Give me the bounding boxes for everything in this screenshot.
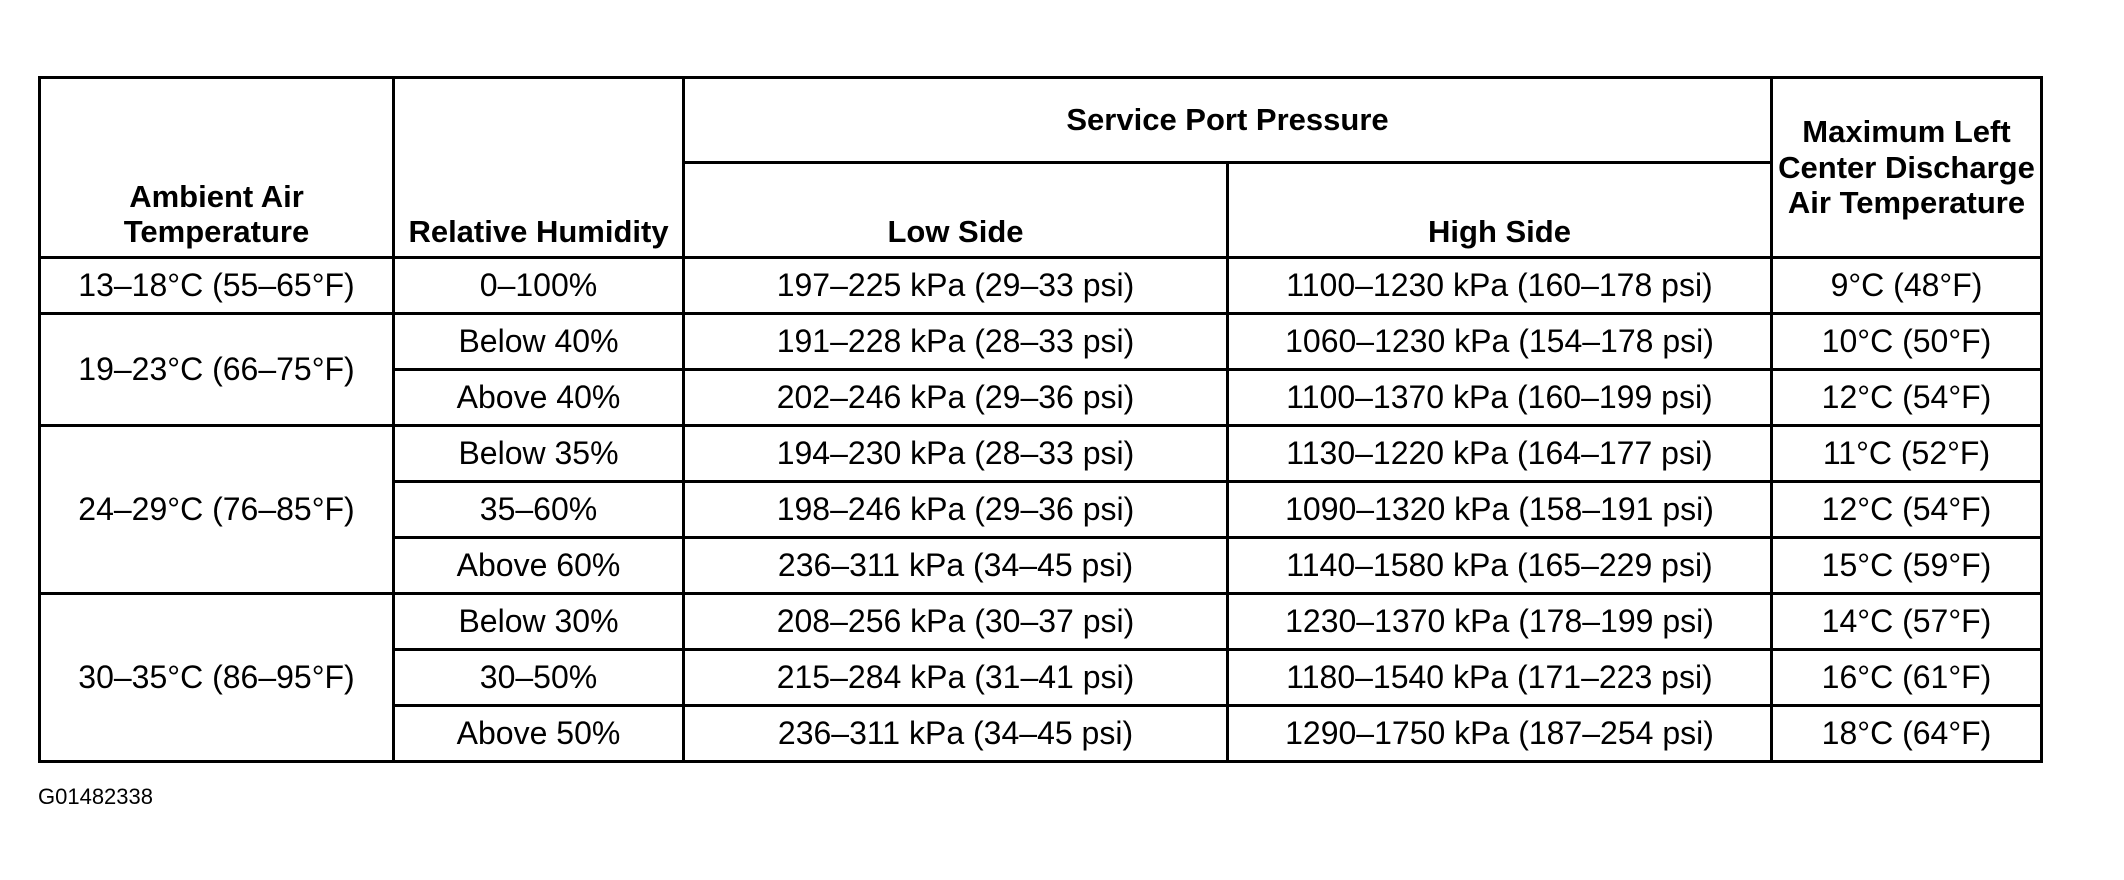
low-side-pressure-cell: 215–284 kPa (31–41 psi) xyxy=(684,650,1228,706)
ambient-temp-cell: 30–35°C (86–95°F) xyxy=(40,594,394,762)
low-side-pressure-cell: 191–228 kPa (28–33 psi) xyxy=(684,314,1228,370)
high-side-pressure-cell: 1290–1750 kPa (187–254 psi) xyxy=(1228,706,1772,762)
humidity-cell: 30–50% xyxy=(394,650,684,706)
table-body xyxy=(40,258,2042,762)
low-side-pressure-cell: 198–246 kPa (29–36 psi) xyxy=(684,482,1228,538)
max-discharge-temp-cell: 18°C (64°F) xyxy=(1772,706,2042,762)
low-side-pressure-cell: 208–256 kPa (30–37 psi) xyxy=(684,594,1228,650)
humidity-cell: Below 40% xyxy=(394,314,684,370)
high-side-pressure-cell: 1140–1580 kPa (165–229 psi) xyxy=(1228,538,1772,594)
max-discharge-temp-cell: 12°C (54°F) xyxy=(1772,482,2042,538)
table-row xyxy=(40,426,2042,482)
low-side-pressure-cell: 202–246 kPa (29–36 psi) xyxy=(684,370,1228,426)
header-service-port-pressure: Service Port Pressure xyxy=(684,78,1772,163)
ambient-temp-cell: 13–18°C (55–65°F) xyxy=(40,258,394,314)
humidity-cell: Above 50% xyxy=(394,706,684,762)
high-side-pressure-cell: 1230–1370 kPa (178–199 psi) xyxy=(1228,594,1772,650)
humidity-cell: 35–60% xyxy=(394,482,684,538)
max-discharge-temp-cell: 10°C (50°F) xyxy=(1772,314,2042,370)
low-side-pressure-cell: 236–311 kPa (34–45 psi) xyxy=(684,706,1228,762)
max-discharge-temp-cell: 15°C (59°F) xyxy=(1772,538,2042,594)
header-low-side: Low Side xyxy=(684,163,1228,258)
max-discharge-temp-cell: 14°C (57°F) xyxy=(1772,594,2042,650)
low-side-pressure-cell: 236–311 kPa (34–45 psi) xyxy=(684,538,1228,594)
humidity-cell: Below 30% xyxy=(394,594,684,650)
high-side-pressure-cell: 1060–1230 kPa (154–178 psi) xyxy=(1228,314,1772,370)
max-discharge-temp-cell: 9°C (48°F) xyxy=(1772,258,2042,314)
figure-id: G01482338 xyxy=(38,784,153,809)
high-side-pressure-cell: 1130–1220 kPa (164–177 psi) xyxy=(1228,426,1772,482)
high-side-pressure-cell: 1100–1230 kPa (160–178 psi) xyxy=(1228,258,1772,314)
header-row-top xyxy=(40,78,2042,163)
humidity-cell: Above 40% xyxy=(394,370,684,426)
low-side-pressure-cell: 197–225 kPa (29–33 psi) xyxy=(684,258,1228,314)
high-side-pressure-cell: 1090–1320 kPa (158–191 psi) xyxy=(1228,482,1772,538)
high-side-pressure-cell: 1100–1370 kPa (160–199 psi) xyxy=(1228,370,1772,426)
table-row xyxy=(40,594,2042,650)
ac-performance-table xyxy=(38,76,2043,763)
humidity-cell: Below 35% xyxy=(394,426,684,482)
table-row xyxy=(40,314,2042,370)
header-high-side: High Side xyxy=(1228,163,1772,258)
pressure-table-container xyxy=(38,76,2043,763)
ambient-temp-cell: 24–29°C (76–85°F) xyxy=(40,426,394,594)
high-side-pressure-cell: 1180–1540 kPa (171–223 psi) xyxy=(1228,650,1772,706)
table-row xyxy=(40,258,2042,314)
header-max-discharge-temp: Maximum Left Center Discharge Air Temperature xyxy=(1772,78,2042,258)
ambient-temp-cell: 19–23°C (66–75°F) xyxy=(40,314,394,426)
header-ambient: Ambient Air Temperature xyxy=(40,78,394,258)
max-discharge-temp-cell: 16°C (61°F) xyxy=(1772,650,2042,706)
humidity-cell: Above 60% xyxy=(394,538,684,594)
max-discharge-temp-cell: 12°C (54°F) xyxy=(1772,370,2042,426)
max-discharge-temp-cell: 11°C (52°F) xyxy=(1772,426,2042,482)
humidity-cell: 0–100% xyxy=(394,258,684,314)
header-humidity: Relative Humidity xyxy=(394,78,684,258)
low-side-pressure-cell: 194–230 kPa (28–33 psi) xyxy=(684,426,1228,482)
